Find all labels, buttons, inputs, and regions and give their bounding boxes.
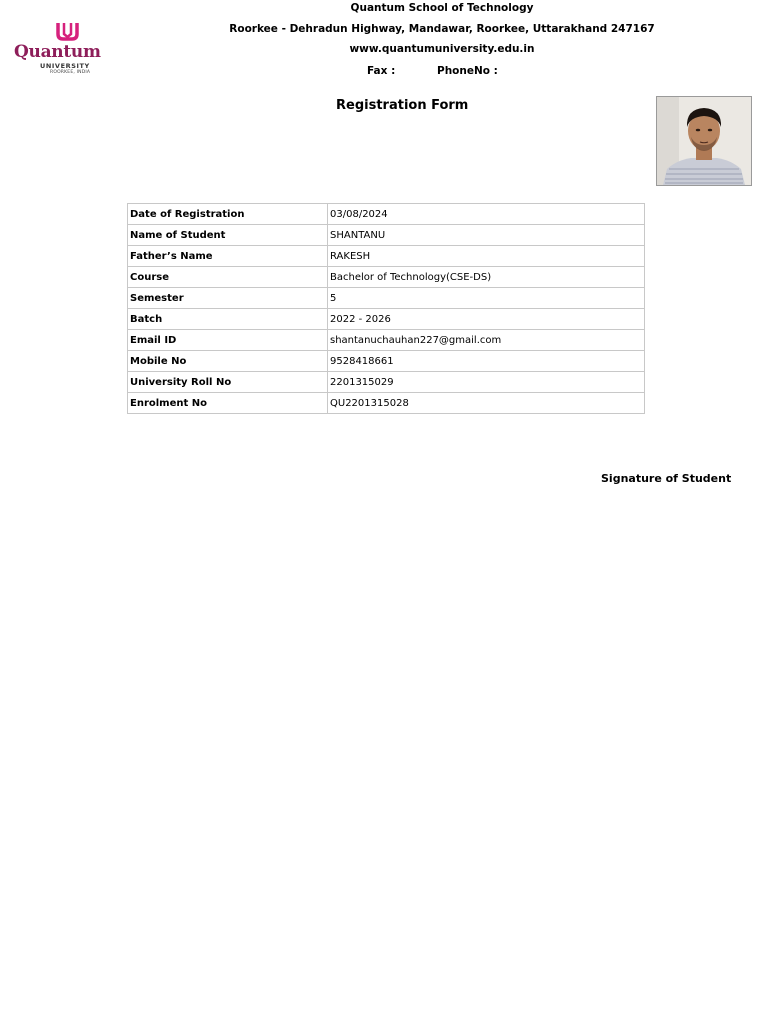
row-label: Enrolment No [128, 393, 328, 414]
row-value: Bachelor of Technology(CSE-DS) [328, 267, 645, 288]
row-label: Date of Registration [128, 204, 328, 225]
logo-subtitle: UNIVERSITY [40, 62, 90, 70]
table-row [128, 246, 645, 267]
row-label: Semester [128, 288, 328, 309]
row-label: Mobile No [128, 351, 328, 372]
row-label: Father’s Name [128, 246, 328, 267]
row-label: Batch [128, 309, 328, 330]
row-value: QU2201315028 [328, 393, 645, 414]
table-row [128, 267, 645, 288]
row-value: 9528418661 [328, 351, 645, 372]
table-row [128, 393, 645, 414]
row-value: 03/08/2024 [328, 204, 645, 225]
logo-emblem-icon [12, 14, 96, 44]
phone-label: PhoneNo : [437, 65, 498, 77]
registration-table [127, 203, 645, 414]
table-row [128, 330, 645, 351]
table-row [128, 288, 645, 309]
table-row [128, 204, 645, 225]
row-label: Email ID [128, 330, 328, 351]
table-row [128, 225, 645, 246]
form-title: Registration Form [336, 98, 469, 113]
table-row [128, 372, 645, 393]
logo-place: ROORKEE, INDIA [50, 70, 91, 75]
institution-website: www.quantumuniversity.edu.in [349, 43, 535, 55]
fax-label: Fax : [367, 65, 396, 77]
row-label: Course [128, 267, 328, 288]
row-value: shantanuchauhan227@gmail.com [328, 330, 645, 351]
table-row [128, 309, 645, 330]
institution-name: Quantum School of Technology [350, 2, 534, 14]
row-value: 2201315029 [328, 372, 645, 393]
student-photo [656, 96, 752, 186]
row-label: Name of Student [128, 225, 328, 246]
institution-address: Roorkee - Dehradun Highway, Mandawar, Roorkee, Uttarakhand 247167 [229, 23, 655, 35]
row-value: RAKESH [328, 246, 645, 267]
university-logo [12, 14, 101, 86]
student-portrait-icon [657, 97, 751, 185]
table-row [128, 351, 645, 372]
logo-wordmark: Quantum [14, 42, 101, 62]
row-value: SHANTANU [328, 225, 645, 246]
row-value: 5 [328, 288, 645, 309]
row-label: University Roll No [128, 372, 328, 393]
signature-label: Signature of Student [601, 472, 732, 485]
row-value: 2022 - 2026 [328, 309, 645, 330]
